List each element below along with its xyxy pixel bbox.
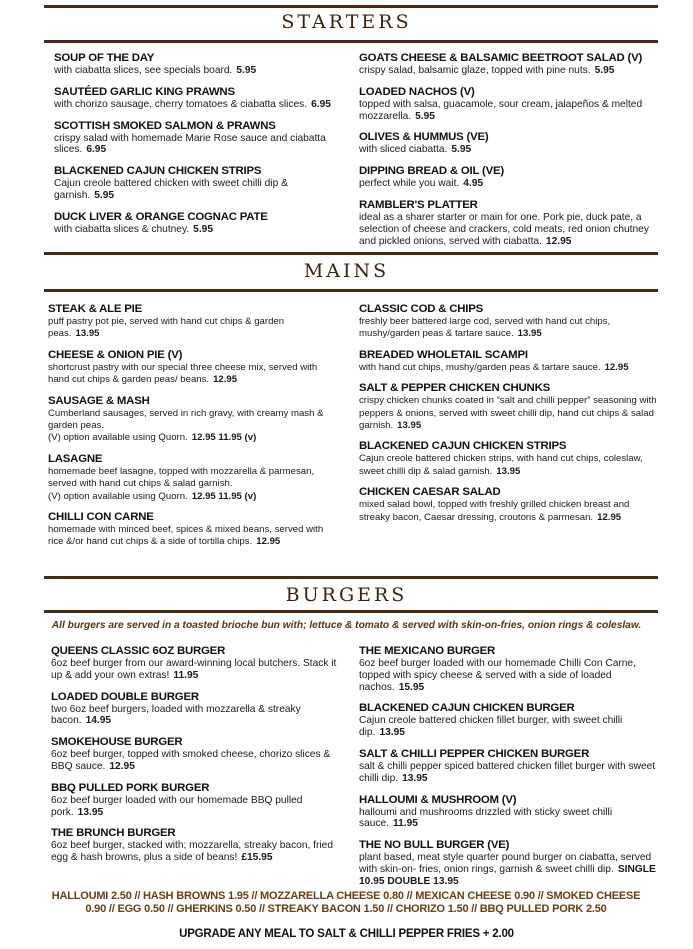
menu-item bbox=[359, 748, 659, 785]
menu-item-name: SOUP OF THE DAY bbox=[54, 52, 155, 64]
menu-item bbox=[54, 165, 344, 202]
menu-item-description bbox=[359, 807, 659, 831]
menu-item-desc-text: homemade with minced beef, spices & mixed beans, served with rice &/or hand cut chips & a side of tortilla chips. bbox=[48, 524, 324, 548]
menu-item-name: BLACKENED CAJUN CHICKEN STRIPS bbox=[359, 440, 567, 453]
menu-item-name: DUCK LIVER & ORANGE COGNAC PATE bbox=[54, 210, 268, 223]
menu-item-name: SCOTTISH SMOKED SALMON & PRAWNS bbox=[54, 119, 276, 132]
menu-item-description bbox=[54, 133, 344, 157]
mains-top-rule bbox=[44, 252, 658, 255]
menu-item-desc-text: with sliced ciabatta. bbox=[359, 144, 448, 156]
menu-item-desc-text: freshly beer battered large cod, served with hand cut chips, mushy/garden peas & tartare sauce. bbox=[359, 316, 611, 340]
menu-item-price: 13.95 bbox=[75, 328, 100, 340]
starters-bottom-rule bbox=[44, 40, 658, 43]
menu-item bbox=[359, 165, 659, 190]
burgers-right-column bbox=[359, 645, 659, 897]
menu-item-price: 5.95 bbox=[94, 189, 115, 201]
burgers-top-rule bbox=[44, 576, 658, 579]
menu-item-desc-text: crispy salad with homemade Marie Rose sauce and ciabatta slices. bbox=[54, 132, 326, 156]
menu-item-description bbox=[51, 840, 343, 864]
menu-item-name: OLIVES & HUMMUS (VE) bbox=[359, 131, 489, 144]
menu-item-desc-text: Cajun creole battered chicken with sweet chilli dip & garnish. bbox=[54, 178, 288, 201]
menu-item bbox=[359, 839, 659, 887]
menu-item-note: (V) option available using Quorn. bbox=[48, 490, 188, 502]
menu-item-desc-text: Cajun creole battered chicken fillet burger, with sweet chilli dip. bbox=[359, 715, 623, 739]
menu-item-price: 4.95 bbox=[463, 178, 484, 190]
menu-item-name: BLACKENED CAJUN CHICKEN STRIPS bbox=[54, 165, 262, 178]
menu-item-name: HALLOUMI & MUSHROOM (V) bbox=[359, 793, 517, 806]
menu-item-name: LOADED NACHOS (V) bbox=[359, 85, 475, 98]
menu-item-desc-text: with ciabatta slices, see specials board. bbox=[54, 65, 233, 76]
menu-item-desc-text: crispy salad, balsamic glaze, topped with pine nuts. bbox=[359, 65, 591, 76]
menu-item-name: SAUSAGE & MASH bbox=[48, 394, 150, 407]
menu-item-description bbox=[54, 178, 344, 202]
burgers-subtitle: All burgers are served in a toasted brioche bun with; lettuce & tomato & served with skin-on-fries, onion rings & coleslaw. bbox=[51, 620, 642, 631]
menu-item bbox=[359, 645, 659, 693]
menu-item bbox=[359, 486, 659, 524]
menu-item bbox=[54, 120, 344, 157]
menu-item-name: CHILLI CON CARNE bbox=[48, 511, 154, 524]
menu-item-description bbox=[359, 395, 659, 432]
menu-item-price: 13.95 bbox=[397, 420, 422, 432]
menu-item-price: 12.95 bbox=[545, 235, 572, 247]
menu-item bbox=[51, 645, 343, 682]
menu-item-description bbox=[359, 852, 659, 887]
menu-item-description bbox=[51, 704, 343, 728]
menu-item-description bbox=[359, 499, 659, 524]
menu-item bbox=[359, 131, 659, 156]
menu-item bbox=[54, 52, 344, 77]
menu-item-description bbox=[48, 362, 338, 387]
menu-item bbox=[359, 199, 659, 247]
menu-item-description bbox=[48, 524, 338, 549]
menu-item-price: 13.95 bbox=[517, 328, 542, 340]
menu-item bbox=[359, 303, 659, 341]
menu-item bbox=[359, 794, 659, 831]
menu-item-price: 14.95 bbox=[85, 715, 112, 727]
menu-item-price: 11.95 bbox=[173, 669, 199, 681]
menu-item-desc-text: perfect while you wait. bbox=[359, 178, 460, 190]
menu-item bbox=[51, 782, 343, 819]
menu-item-price: 5.95 bbox=[415, 110, 435, 122]
menu-item bbox=[48, 303, 338, 341]
menu-item-desc-text: topped with salsa, guacamole, sour cream, jalapeños & melted mozzarella. bbox=[359, 98, 643, 122]
menu-item-name: SALT & CHILLI PEPPER CHICKEN BURGER bbox=[359, 747, 590, 760]
menu-item-description bbox=[48, 466, 338, 503]
menu-item-desc-text: 6oz beef burger, stacked with; mozzarella, streaky bacon, fried egg & hash browns, plus a side of beans! bbox=[51, 840, 333, 864]
menu-item-description bbox=[359, 362, 659, 374]
menu-item-price: 13.95 bbox=[402, 772, 428, 784]
menu-item-desc-text: Cajun creole battered chicken strips, with hand cut chips, coleslaw, sweet chilli dip & salad garnish. bbox=[359, 453, 643, 477]
menu-item-price: 12.95 bbox=[597, 511, 622, 523]
menu-item-description bbox=[359, 144, 659, 156]
menu-item-name: STEAK & ALE PIE bbox=[48, 303, 143, 315]
menu-item-price: 12.95 bbox=[256, 536, 281, 548]
menu-item-description bbox=[359, 99, 659, 123]
menu-item-description bbox=[54, 99, 344, 111]
starters-heading: STARTERS bbox=[281, 11, 412, 33]
menu-item-name: BLACKENED CAJUN CHICKEN BURGER bbox=[359, 702, 575, 715]
menu-item-description bbox=[359, 316, 659, 341]
menu-item-name: QUEENS CLASSIC 6OZ BURGER bbox=[51, 645, 226, 657]
menu-item-desc-text: ideal as a sharer starter or main for one. Pork pie, duck pate, a selection of cheese and crackers, cold meats, red onion chutney and pickled onions, served with ciabatta. bbox=[359, 211, 649, 247]
menu-item-note-line bbox=[48, 491, 338, 503]
menu-item-name: SMOKEHOUSE BURGER bbox=[51, 736, 183, 749]
menu-item-price: 15.95 bbox=[398, 681, 425, 693]
menu-item-desc-text: with hand cut chips, mushy/garden peas & tartare sauce. bbox=[359, 361, 601, 373]
menu-item-description bbox=[359, 715, 659, 739]
burgers-left-column bbox=[51, 645, 343, 873]
menu-item-name: LOADED DOUBLE BURGER bbox=[51, 690, 199, 703]
menu-item bbox=[359, 702, 659, 739]
burger-extras-list: HALLOUMI 2.50 // HASH BROWNS 1.95 // MOZZARELLA CHEESE 0.80 // MEXICAN CHEESE 0.90 // SMOKED CHEESE 0.90 // EGG 0.50 // GHERKINS 0.50 // STREAKY BACON 1.50 // CHORIZO 1.50 // BBQ PULLED PORK 2.50 bbox=[51, 890, 641, 915]
menu-item-desc-text: homemade beef lasagne, topped with mozzarella & parmesan, served with hand cut chips & salad garnish. bbox=[48, 465, 315, 490]
menu-item-price: 12.95 bbox=[109, 760, 135, 772]
menu-item-description bbox=[48, 316, 338, 341]
menu-item-description bbox=[54, 224, 344, 236]
menu-item bbox=[48, 349, 338, 387]
menu-item-description bbox=[359, 453, 659, 478]
menu-item-desc-text: 6oz beef burger loaded with our homemade BBQ pulled pork. bbox=[51, 794, 303, 818]
menu-item-desc-text: mixed salad bowl, topped with freshly grilled chicken breast and streaky bacon, Caesar dressing, croutons & parmesan. bbox=[359, 499, 630, 523]
menu-item-price: 12.95 11.95 (v) bbox=[191, 432, 257, 444]
menu-item-note-line bbox=[48, 432, 338, 444]
menu-item-desc-text: two 6oz beef burgers, loaded with mozzarella & streaky bacon. bbox=[51, 703, 301, 727]
menu-item-price: 5.95 bbox=[451, 144, 472, 156]
menu-item bbox=[359, 349, 659, 374]
menu-item bbox=[48, 511, 338, 549]
menu-item-price: 13.95 bbox=[379, 727, 405, 739]
menu-item-price: 12.95 bbox=[604, 361, 629, 373]
menu-item-name: SALT & PEPPER CHICKEN CHUNKS bbox=[359, 382, 551, 395]
menu-item-name: THE BRUNCH BURGER bbox=[51, 827, 176, 840]
menu-item-desc-text: shortcrust pastry with our special three cheese mix, served with hand cut chips & garden peas/ beans. bbox=[48, 361, 318, 386]
menu-item-name: BBQ PULLED PORK BURGER bbox=[51, 781, 210, 794]
menu-item bbox=[359, 86, 659, 123]
mains-heading: MAINS bbox=[303, 260, 390, 282]
menu-item-description bbox=[359, 212, 659, 247]
menu-item bbox=[359, 52, 659, 77]
menu-item bbox=[54, 86, 344, 111]
menu-item-desc-text: 6oz beef burger from our award-winning local butchers. Stack it up & add your own extras! bbox=[51, 658, 337, 681]
menu-item-desc-text: crispy chicken chunks coated in “salt and chilli pepper” seasoning with peppers & onions, served with sweet chilli dip, hand cut chips & salad garnish. bbox=[359, 395, 657, 432]
menu-item-description bbox=[51, 658, 343, 682]
menu-item-name: SAUTÉED GARLIC KING PRAWNS bbox=[54, 85, 235, 98]
menu-item-name: CHICKEN CAESAR SALAD bbox=[359, 486, 501, 499]
menu-item bbox=[359, 382, 659, 432]
menu-item-price: SINGLE 10.95 DOUBLE 13.95 bbox=[359, 863, 656, 887]
menu-item-description bbox=[51, 749, 343, 773]
menu-item-name: BREADED WHOLETAIL SCAMPI bbox=[359, 348, 528, 361]
menu-item-desc-text: 6oz beef burger, topped with smoked cheese, chorizo slices & BBQ sauce. bbox=[51, 749, 331, 772]
menu-item-name: THE MEXICANO BURGER bbox=[359, 645, 496, 657]
menu-item-description bbox=[359, 761, 659, 785]
menu-item-desc-text: 6oz beef burger loaded with our homemade Chilli Con Carne, topped with spicy cheese & served with a side of loaded nachos. bbox=[359, 658, 636, 693]
menu-item-desc-text: puff pastry pot pie, served with hand cut chips & garden peas. bbox=[48, 316, 285, 340]
menu-item-desc-text: Cumberland sausages, served in rich gravy, with creamy mash & garden peas. bbox=[48, 407, 324, 432]
starters-right-column bbox=[359, 52, 659, 256]
menu-item-price: 13.95 bbox=[77, 806, 104, 818]
starters-top-rule bbox=[44, 5, 658, 8]
menu-item bbox=[51, 691, 343, 728]
menu-item-desc-text: halloumi and mushrooms drizzled with sticky sweet chilli sauce. bbox=[359, 806, 613, 830]
menu-item-price: 5.95 bbox=[236, 65, 257, 76]
menu-item-name: GOATS CHEESE & BALSAMIC BEETROOT SALAD (V) bbox=[359, 52, 643, 64]
menu-item-name: THE NO BULL BURGER (VE) bbox=[359, 839, 510, 852]
menu-item-note: (V) option available using Quorn. bbox=[48, 432, 188, 444]
menu-item-price: 12.95 bbox=[213, 374, 238, 386]
menu-item-desc-text: with ciabatta slices & chutney. bbox=[54, 223, 190, 235]
menu-item-price: 11.95 bbox=[393, 818, 418, 830]
menu-item bbox=[48, 453, 338, 503]
menu-item-price: 6.95 bbox=[86, 144, 107, 156]
menu-item-desc-text: plant based, meat style quarter pound burger on ciabatta, served with skin-on- fries, onion rings, garnish & sweet chilli dip. bbox=[359, 852, 652, 875]
menu-item bbox=[51, 827, 343, 864]
menu-item-price: 5.95 bbox=[193, 223, 213, 235]
menu-item-description bbox=[359, 658, 659, 693]
menu-item-price: 5.95 bbox=[594, 65, 615, 76]
menu-item-name: CHEESE & ONION PIE (V) bbox=[48, 348, 183, 361]
menu-item-price: 13.95 bbox=[496, 465, 521, 477]
menu-item-desc-text: with chorizo sausage, cherry tomatoes & ciabatta slices. bbox=[54, 98, 308, 110]
menu-item-description bbox=[54, 65, 344, 77]
menu-item-name: RAMBLER'S PLATTER bbox=[359, 198, 478, 211]
mains-bottom-rule bbox=[44, 289, 658, 292]
menu-item-price: 6.95 bbox=[311, 98, 331, 110]
burgers-heading: BURGERS bbox=[285, 584, 408, 606]
burgers-bottom-rule bbox=[44, 610, 658, 613]
menu-item-description bbox=[48, 408, 338, 445]
menu-item-price: 12.95 11.95 (v) bbox=[191, 490, 257, 502]
mains-right-column bbox=[359, 303, 659, 532]
menu-item-description bbox=[51, 795, 343, 819]
menu-item-name: LASAGNE bbox=[48, 452, 103, 465]
menu-item bbox=[48, 395, 338, 445]
starters-left-column bbox=[54, 52, 344, 245]
menu-item bbox=[51, 736, 343, 773]
mains-left-column bbox=[48, 303, 338, 557]
menu-item-name: DIPPING BREAD & OIL (VE) bbox=[359, 165, 504, 178]
fries-upgrade-note: UPGRADE ANY MEAL TO SALT & CHILLI PEPPER FRIES + 2.00 bbox=[179, 928, 514, 940]
menu-item bbox=[359, 440, 659, 478]
menu-item-description bbox=[359, 178, 659, 190]
menu-item-description bbox=[359, 65, 659, 77]
menu-item bbox=[54, 211, 344, 236]
menu-item-name: CLASSIC COD & CHIPS bbox=[359, 303, 484, 315]
menu-item-price: £15.95 bbox=[241, 852, 273, 864]
menu-item-desc-text: salt & chilli pepper spiced battered chicken fillet burger with sweet chilli dip. bbox=[359, 760, 656, 784]
